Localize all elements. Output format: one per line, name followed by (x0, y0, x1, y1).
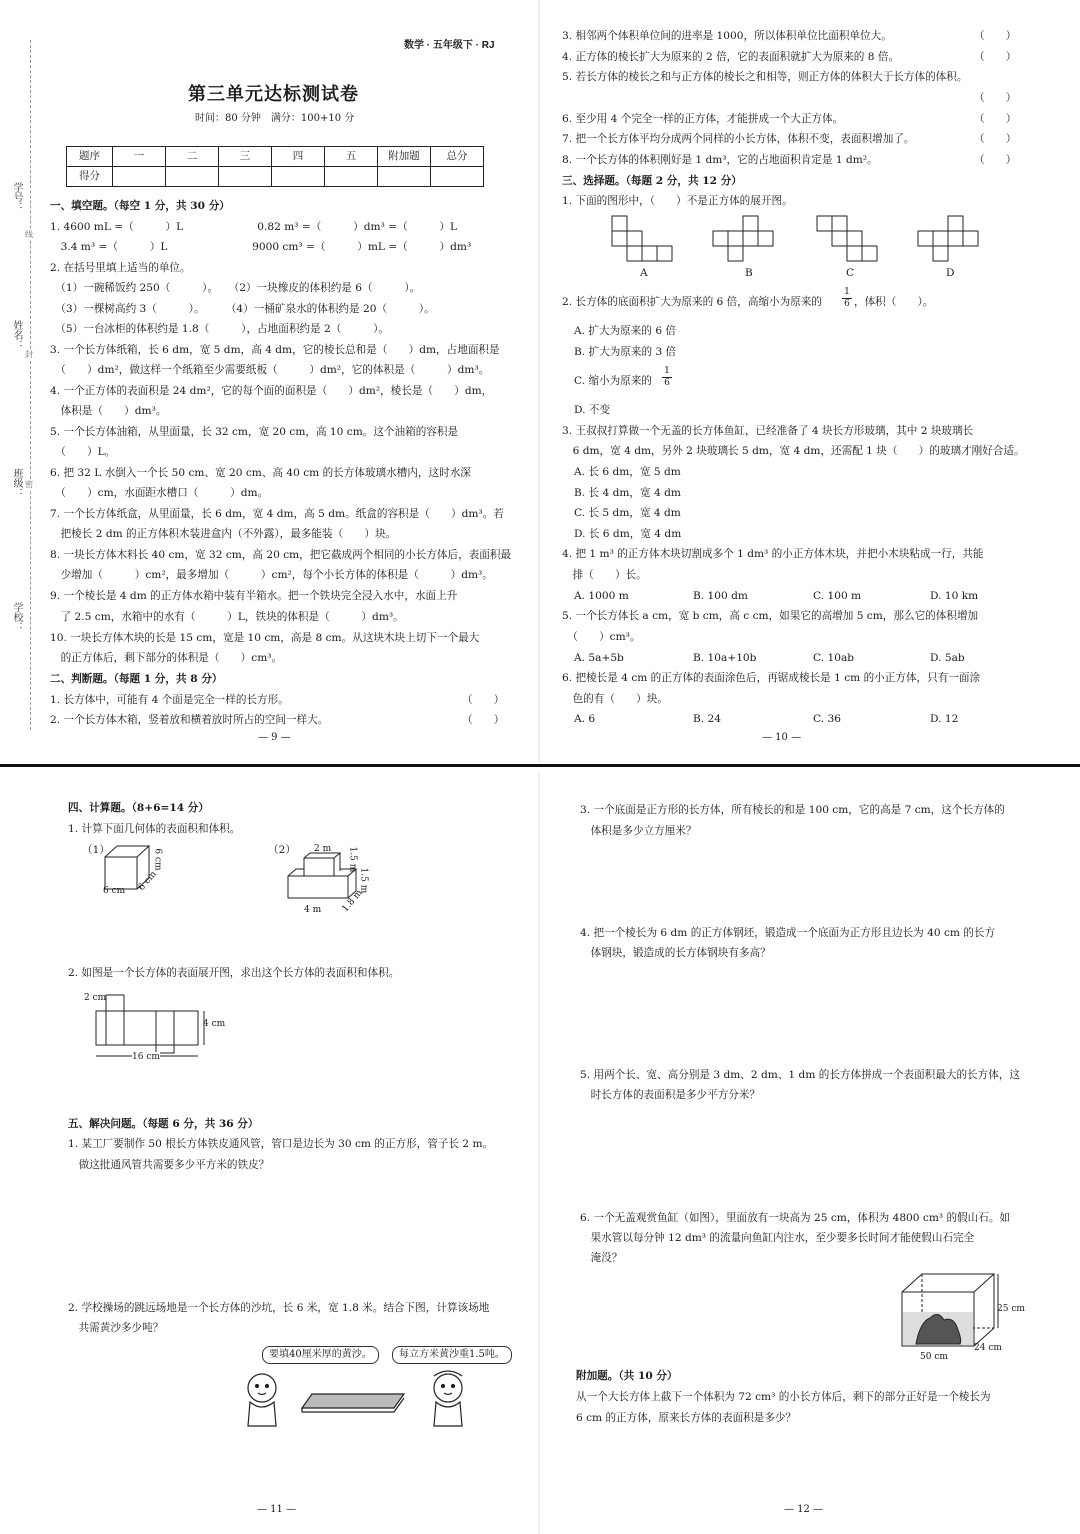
question-line: （5）一台冰柜的体积约是 1.8（ ），占地面积约是 2（ ）。 (50, 323, 389, 335)
net-c (817, 216, 877, 261)
question-line: （ ）cm³。 (562, 631, 641, 643)
answer-blank[interactable]: （ ） (974, 113, 1017, 125)
question-line: 7. 把一个长方体平均分成两个同样的小长方体，体积不变，表面积增加了。 (562, 133, 915, 145)
net-b (713, 216, 773, 261)
page-12 (540, 772, 1080, 1534)
question-line: 2. 一个长方体木箱，竖着放和横着放时所占的空间一样大。 (50, 714, 329, 726)
page-title: 第三单元达标测试卷 (188, 84, 359, 105)
fraction-numerator: 1 (664, 366, 670, 376)
question-line: 了 2.5 cm，水箱中的水有（ ）L，铁块的体积是（ ）dm³。 (50, 611, 404, 623)
fish-tank-figure (900, 1270, 1000, 1354)
question-line: 淹没？ (580, 1252, 623, 1264)
section-heading: 四、计算题。（8+6=14 分） (68, 802, 209, 814)
cut-mark: 线 (25, 230, 33, 239)
score-header: 二 (166, 147, 219, 167)
fraction (842, 287, 852, 310)
binding-sidebar (0, 40, 46, 740)
question-line: 2. 如图是一个长方体的表面展开图，求出这个长方体的表面积和体积。 (68, 967, 400, 979)
question-line: 3.4 m³ =（ ）L 9000 cm³ =（ ）mL =（ ）dm³ (50, 241, 472, 253)
option[interactable]: A. 1000 m (574, 590, 629, 602)
option[interactable]: D. 12 (930, 713, 959, 725)
option[interactable]: D. 长 6 dm，宽 4 dm (574, 528, 682, 540)
question-line: （ ）L。 (50, 446, 116, 458)
speech-bubble: 要填40厘米厚的黄沙。 (262, 1346, 379, 1364)
option[interactable]: C. 100 m (813, 590, 862, 602)
score-cell[interactable] (113, 167, 166, 187)
score-row-label: 得分 (67, 167, 113, 187)
score-cell[interactable] (166, 167, 219, 187)
option[interactable]: A. 扩大为原来的 6 倍 (574, 325, 677, 337)
child-figure-left (248, 1374, 276, 1402)
question-line: 9. 一个棱长是 4 dm 的正方体水箱中装有半箱水。把一个铁块完全浸入水中，水面上升 (50, 590, 458, 602)
answer-blank[interactable]: （ ） (974, 133, 1017, 145)
question-line: 6 dm，宽 4 dm，另外 2 块玻璃长 5 dm，宽 4 dm，还需配 1 块（ ）的玻璃才刚好合适。 (562, 445, 1025, 457)
scan-separator (0, 764, 1080, 767)
question-line: 的正方体后，剩下部分的体积是（ ）cm³。 (50, 652, 283, 664)
fraction-denominator: 6 (662, 377, 672, 389)
question-line: 1. 下面的图形中，（ ）不是正方体的展开图。 (562, 195, 793, 207)
question-line: 6. 把棱长是 4 cm 的正方体的表面涂色后，再锯成棱长是 1 cm 的小正方体，只有一面涂 (562, 672, 981, 684)
question-line: 6. 一个无盖观赏鱼缸（如图），里面放有一块高为 25 cm，体积为 4800 cm³ 的假山石。如 (580, 1212, 1011, 1224)
score-header: 五 (325, 147, 378, 167)
dim-label: 4 m (304, 905, 322, 915)
option[interactable]: D. 5ab (930, 652, 965, 664)
question-line: （ ）dm²，做这样一个纸箱至少需要纸板（ ）dm²，它的体积是（ ）dm³。 (50, 364, 490, 376)
question-line: 体积是（ ）dm³。 (50, 405, 167, 417)
score-cell[interactable] (272, 167, 325, 187)
page-9 (0, 0, 538, 762)
question-line: 3. 一个底面是正方形的长方体，所有棱长的和是 100 cm，它的高是 7 cm，这个长方体的 (580, 804, 1005, 816)
question-line: （1）一碗稀饭约 250（ ）。 （2）一块橡皮的体积约是 6（ ）。 (50, 282, 421, 294)
dim-label: 50 cm (920, 1352, 948, 1362)
option[interactable]: A. 5a+5b (574, 652, 624, 664)
question-line: 时长方体的表面积是多少平方分米？ (580, 1089, 761, 1101)
option[interactable]: C. 缩小为原来的 (574, 375, 653, 387)
question-line: ，体积（ ）。 (854, 296, 934, 308)
question-line: 5. 一个长方体油箱，从里面量，长 32 cm，宽 20 cm，高 10 cm。这个油箱的容积是 (50, 426, 459, 438)
answer-blank[interactable]: （ ） (974, 51, 1017, 63)
dim-label: 16 cm (132, 1052, 160, 1062)
question-line: 排（ ）长。 (562, 569, 647, 581)
question-line: 果水管以每分钟 12 dm³ 的流量向鱼缸内注水，至少要多长时间才能使假山石完全 (580, 1232, 975, 1244)
answer-blank[interactable]: （ ） (974, 30, 1017, 42)
score-cell[interactable] (325, 167, 378, 187)
question-line: 6. 把 32 L 水倒入一个长 50 cm、宽 20 cm、高 40 cm 的长方体玻璃水槽内，这时水深 (50, 467, 471, 479)
question-line: 3. 一个长方体纸箱，长 6 dm，宽 5 dm，高 4 dm，它的棱长总和是（ ）dm，占地面积是 (50, 344, 500, 356)
running-header: 数学 · 五年级下 · RJ (404, 40, 495, 51)
question-line: 色的有（ ）块。 (562, 693, 668, 705)
school-label: 学校： (11, 602, 22, 632)
question-line: 4. 把 1 m³ 的正方体木块切割成多个 1 dm³ 的小正方体木块，并把小木块粘成一行，共能 (562, 548, 984, 560)
option[interactable]: D. 不变 (574, 404, 611, 416)
question-line: 1. 长方体中，可能有 4 个面是完全一样的长方形。 (50, 694, 289, 706)
option[interactable]: A. 长 6 dm，宽 5 dm (574, 466, 681, 478)
page-number: — 11 — (257, 1504, 297, 1515)
dim-label: 1.5 m (347, 846, 358, 873)
net-a (612, 216, 672, 261)
question-line: 1. 计算下面几何体的表面积和体积。 (68, 823, 241, 835)
student-id-label: 学号： (11, 182, 22, 212)
dim-label: 6 cm (152, 848, 163, 871)
option-label[interactable]: B (745, 267, 753, 279)
fraction-numerator: 1 (844, 287, 850, 297)
question-line: 体钢块，锻造成的长方体钢块有多高？ (580, 947, 771, 959)
option[interactable]: C. 10ab (813, 652, 855, 664)
question-line: 5. 一个长方体长 a cm，宽 b cm，高 c cm，如果它的高增加 5 cm，那么它的体积增加 (562, 610, 979, 622)
score-header: 题序 (67, 147, 113, 167)
page-10 (540, 0, 1080, 762)
question-line: 体积是多少立方厘米？ (580, 825, 697, 837)
question-line: 共需黄沙多少吨？ (68, 1322, 164, 1334)
question-line: 2. 在括号里填上适当的单位。 (50, 262, 191, 274)
dim-label: 25 cm (997, 1304, 1025, 1314)
option-label[interactable]: A (640, 267, 648, 279)
score-cell[interactable] (431, 167, 484, 187)
section-heading: 一、填空题。（每空 1 分，共 30 分） (50, 200, 230, 212)
question-line: 3. 相邻两个体积单位间的进率是 1000，所以体积单位比面积单位大。 (562, 30, 892, 42)
question-line: 7. 一个长方体纸盒，从里面量，长 6 dm，宽 4 dm，高 5 dm。纸盒的容积是（ ）dm³。若 (50, 508, 504, 520)
score-cell[interactable] (219, 167, 272, 187)
question-line: 4. 正方体的棱长扩大为原来的 2 倍，它的表面积就扩大为原来的 8 倍。 (562, 51, 900, 63)
cut-mark: 密 (25, 480, 33, 489)
option[interactable]: B. 长 4 dm，宽 4 dm (574, 487, 681, 499)
option[interactable]: B. 24 (693, 713, 721, 725)
dim-label: 6 cm (136, 869, 159, 893)
score-header: 一 (113, 147, 166, 167)
dim-label: 1.5 m (358, 867, 369, 894)
sandpit-shape (302, 1394, 404, 1408)
question-line: 从一个大长方体上截下一个体积为 72 cm³ 的小长方体后，剩下的部分正好是一个棱长为 (576, 1391, 991, 1403)
question-line: （ ）cm，水面距水槽口（ ）dm。 (50, 487, 269, 499)
answer-blank[interactable]: （ ） (974, 154, 1017, 166)
page-number: — 12 — (784, 1504, 824, 1515)
section-heading: 五、解决问题。（每题 6 分，共 36 分） (68, 1118, 259, 1130)
score-header: 总分 (431, 147, 484, 167)
dim-label: 1.8 m (340, 888, 365, 915)
option[interactable]: B. 扩大为原来的 3 倍 (574, 346, 677, 358)
answer-blank[interactable]: （ ） (462, 714, 505, 726)
question-line: 8. 一块长方体木料长 40 cm，宽 32 cm，高 20 cm，把它截成两个相同的小长方体后，表面积最 (50, 549, 512, 561)
answer-blank[interactable]: （ ） (974, 92, 1017, 104)
section-heading: 附加题。（共 10 分） (576, 1370, 678, 1382)
section-heading: 二、判断题。（每题 1 分，共 8 分） (50, 673, 223, 685)
question-line: 3. 王叔叔打算做一个无盖的长方体鱼缸，已经准备了 4 块长方形玻璃，其中 2 块玻璃长 (562, 425, 974, 437)
page-number: — 9 — (258, 732, 291, 743)
question-line: 5. 用两个长、宽、高分别是 3 dm、2 dm、1 dm 的长方体拼成一个表面积最大的长方体，这 (580, 1069, 1021, 1081)
option[interactable]: B. 100 dm (693, 590, 748, 602)
question-line: 4. 把一个棱长为 6 dm 的正方体钢坯，锻造成一个底面为正方形且边长为 40 cm 的长方 (580, 927, 996, 939)
option[interactable]: C. 36 (813, 713, 841, 725)
class-label: 班级： (11, 468, 22, 498)
name-label: 姓名： (11, 320, 22, 350)
question-line: 6 cm 的正方体，原来长方体的表面积是多少？ (576, 1412, 797, 1424)
question-line: 少增加（ ）cm²，最多增加（ ）cm²，每个小长方体的体积是（ ）dm³。 (50, 569, 493, 581)
question-line: 8. 一个长方体的体积刚好是 1 dm³，它的占地面积肯定是 1 dm²。 (562, 154, 878, 166)
question-line: 5. 若长方体的棱长之和与正方体的棱长之和相等，则正方体的体积大于长方体的体积。 (562, 71, 968, 83)
dim-label: 6 cm (103, 886, 126, 896)
speech-bubble: 每立方米黄沙重1.5吨。 (392, 1346, 512, 1364)
score-header: 三 (219, 147, 272, 167)
option-label[interactable]: D (946, 267, 955, 279)
score-table (66, 146, 484, 187)
question-line: 把棱长 2 dm 的正方体积木装进盒内（不外露），最多能装（ ）块。 (50, 528, 397, 540)
question-line: 2. 长方体的底面积扩大为原来的 6 倍，高缩小为原来的 (562, 296, 823, 308)
option[interactable]: D. 10 km (930, 590, 979, 602)
question-line: 10. 一块长方体木块的长是 15 cm，宽是 10 cm，高是 8 cm。从这块木块上切下一个最大 (50, 632, 480, 644)
option-label[interactable]: C (846, 267, 855, 279)
dim-label: 2 cm (84, 993, 107, 1003)
question-line: 2. 学校操场的跳远场地是一个长方体的沙坑，长 6 米，宽 1.8 米。结合下图，计算该场地 (68, 1302, 490, 1314)
page-subtitle: 时间：80 分钟 满分：100+10 分 (195, 113, 355, 124)
dim-label: 4 cm (203, 1019, 226, 1029)
option[interactable]: B. 10a+10b (693, 652, 757, 664)
fraction-denominator: 6 (842, 298, 852, 310)
page-number: — 10 — (762, 732, 802, 743)
question-line: 做这批通风管共需要多少平方米的铁皮？ (68, 1159, 270, 1171)
figure-label: （1） (82, 844, 110, 856)
dim-label: 2 m (314, 844, 332, 854)
question-line: 6. 至少用 4 个完全一样的正方体，才能拼成一个大正方体。 (562, 113, 844, 125)
question-line: 1. 4600 mL =（ ）L 0.82 m³ =（ ）dm³ =（ ）L (50, 221, 458, 233)
score-cell[interactable] (378, 167, 431, 187)
question-line: 4. 一个正方体的表面积是 24 dm²，它的每个面的面积是（ ）dm²，棱长是（ ）dm， (50, 385, 493, 397)
option[interactable]: C. 长 5 dm，宽 4 dm (574, 507, 681, 519)
answer-blank[interactable]: （ ） (462, 694, 505, 706)
section-heading: 三、选择题。（每题 2 分，共 12 分） (562, 175, 742, 187)
figure-label: （2） (268, 844, 296, 856)
dim-label: 24 cm (974, 1343, 1002, 1353)
fraction (662, 366, 672, 389)
score-header: 附加题 (378, 147, 431, 167)
child-figure-right (434, 1374, 462, 1402)
sandpit-illustration (240, 1364, 520, 1434)
question-line: 1. 某工厂要制作 50 根长方体铁皮通风管，管口是边长为 30 cm 的正方形，管子长 2 m。 (68, 1138, 494, 1150)
question-line: （3）一棵树高约 3（ ）。 （4）一桶矿泉水的体积约是 20（ ）。 (50, 303, 435, 315)
cut-line (30, 40, 31, 730)
cut-mark: 封 (25, 350, 33, 359)
option[interactable]: A. 6 (574, 713, 596, 725)
page-11 (0, 772, 538, 1534)
cube-nets-figure (600, 212, 980, 268)
net-d (918, 216, 978, 261)
score-header: 四 (272, 147, 325, 167)
